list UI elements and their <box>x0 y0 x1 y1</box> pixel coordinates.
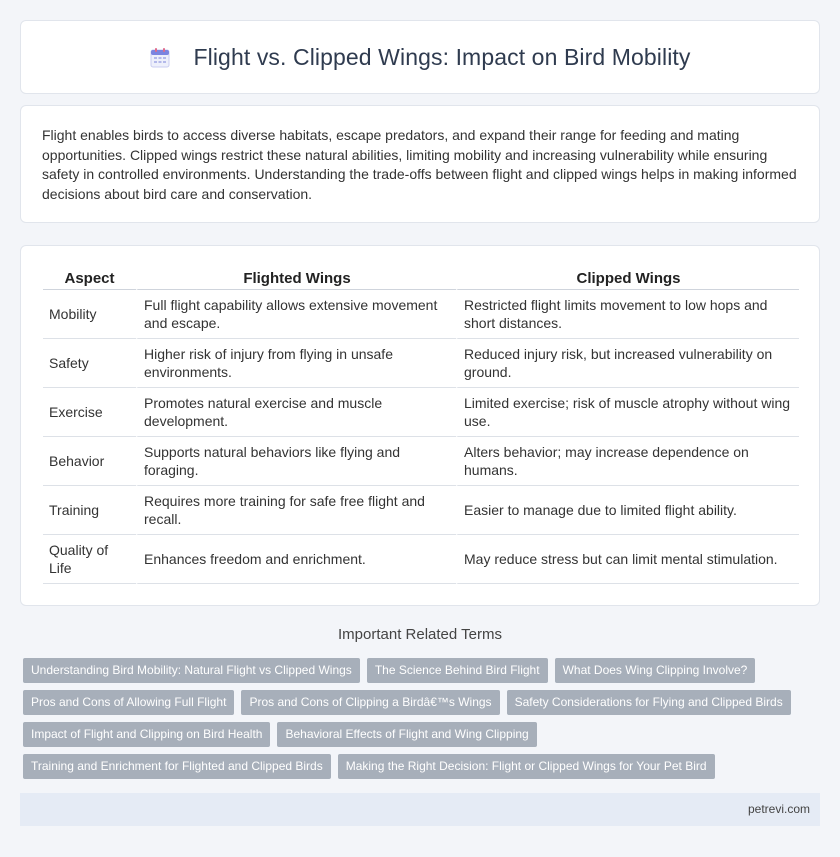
cell-clipped: Limited exercise; risk of muscle atrophy without wing use. <box>456 388 799 437</box>
header-aspect: Aspect <box>43 263 136 290</box>
table-row <box>43 339 799 388</box>
cell-flighted: Promotes natural exercise and muscle development. <box>136 388 456 437</box>
table-row <box>43 388 799 437</box>
page-title: Flight vs. Clipped Wings: Impact on Bird Mobility <box>193 43 691 70</box>
related-term-link[interactable]: Pros and Cons of Allowing Full Flight <box>23 690 234 715</box>
table-row <box>43 437 799 486</box>
related-term-link[interactable]: Making the Right Decision: Flight or Clipped Wings for Your Pet Bird <box>338 754 715 779</box>
footer <box>20 793 820 826</box>
related-term-link[interactable]: Safety Considerations for Flying and Clipped Birds <box>507 690 791 715</box>
title-card <box>20 20 820 94</box>
intro-card <box>20 105 820 223</box>
table-header-row <box>43 263 799 290</box>
cell-clipped: Restricted flight limits movement to low hops and short distances. <box>456 290 799 339</box>
cell-aspect: Behavior <box>43 437 136 486</box>
related-term-link[interactable]: Impact of Flight and Clipping on Bird Health <box>23 722 270 747</box>
table-row <box>43 535 799 584</box>
tag-row <box>23 690 813 715</box>
header-clipped: Clipped Wings <box>456 263 799 290</box>
comparison-table-card <box>20 245 820 606</box>
comparison-table <box>43 263 799 584</box>
cell-aspect: Safety <box>43 339 136 388</box>
related-term-link[interactable]: The Science Behind Bird Flight <box>367 658 548 683</box>
cell-flighted: Higher risk of injury from flying in unsafe environments. <box>136 339 456 388</box>
cell-aspect: Mobility <box>43 290 136 339</box>
related-terms-list <box>23 658 813 786</box>
tag-row <box>23 754 813 779</box>
table-row <box>43 486 799 535</box>
footer-site-link[interactable]: petrevi.com <box>747 802 810 816</box>
cell-clipped: Reduced injury risk, but increased vulnerability on ground. <box>456 339 799 388</box>
cell-aspect: Exercise <box>43 388 136 437</box>
related-term-link[interactable]: Pros and Cons of Clipping a Birdâ€™s Wings <box>241 690 499 715</box>
cell-aspect: Training <box>43 486 136 535</box>
cell-flighted: Requires more training for safe free flight and recall. <box>136 486 456 535</box>
related-term-link[interactable]: Understanding Bird Mobility: Natural Flight vs Clipped Wings <box>23 658 360 683</box>
cell-clipped: Easier to manage due to limited flight ability. <box>456 486 799 535</box>
cell-clipped: May reduce stress but can limit mental stimulation. <box>456 535 799 584</box>
related-term-link[interactable]: Training and Enrichment for Flighted and Clipped Birds <box>23 754 331 779</box>
cell-aspect: Quality of Life <box>43 535 136 584</box>
cell-clipped: Alters behavior; may increase dependence on humans. <box>456 437 799 486</box>
tag-row <box>23 722 813 747</box>
calendar-icon <box>149 47 171 69</box>
cell-flighted: Supports natural behaviors like flying and foraging. <box>136 437 456 486</box>
related-term-link[interactable]: Behavioral Effects of Flight and Wing Clipping <box>277 722 536 747</box>
intro-text: Flight enables birds to access diverse habitats, escape predators, and expand their range for feeding and mating opportunities. Clipped wings restrict these natural abilities, limiting mobility and increasing vulnerability while ensuring safety in controlled environments. Understanding the trade-offs between flight and clipped wings helps in making informed decisions about bird care and conservation. <box>42 127 797 202</box>
tag-row <box>23 658 813 683</box>
cell-flighted: Full flight capability allows extensive movement and escape. <box>136 290 456 339</box>
related-terms-title: Important Related Terms <box>338 626 502 643</box>
cell-flighted: Enhances freedom and enrichment. <box>136 535 456 584</box>
header-flighted: Flighted Wings <box>136 263 456 290</box>
table-row <box>43 290 799 339</box>
related-term-link[interactable]: What Does Wing Clipping Involve? <box>555 658 756 683</box>
